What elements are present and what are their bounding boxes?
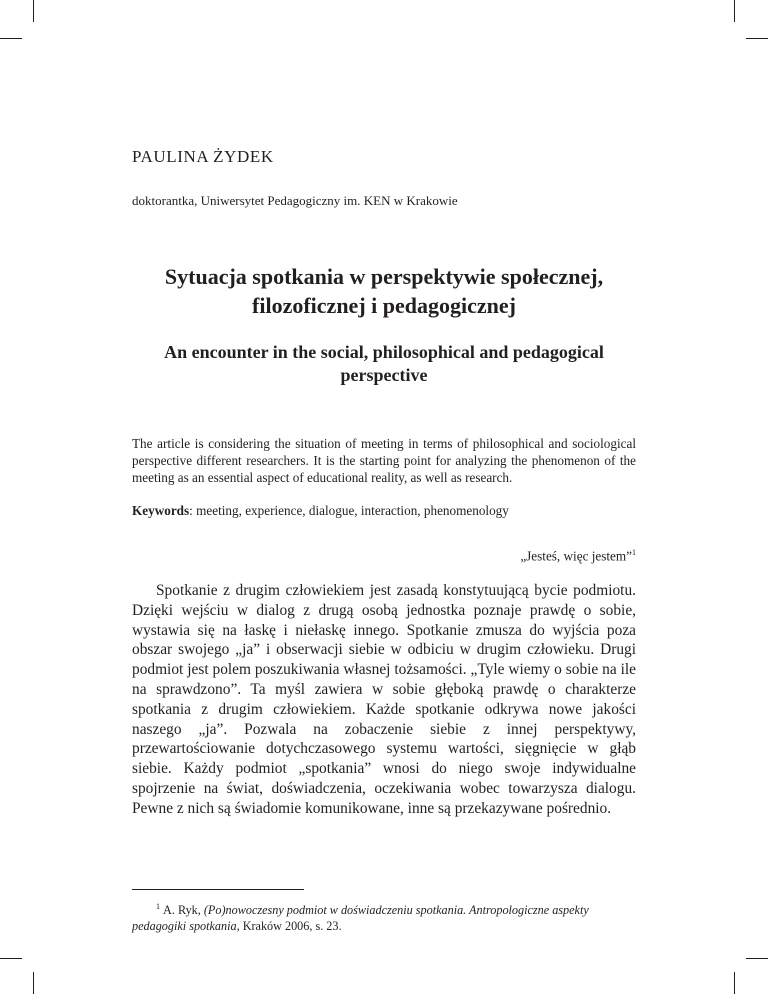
body-paragraph: Spotkanie z drugim człowiekiem jest zasadą konstytuującą bycie podmiotu. Dzięki wejściu w dialog z drugą osobą jednostka poznaje prawdę o sobie, wystawia się na łaskę i niełaskę innego. Spotkanie zmusza do wyjścia poza obszar swojego „ja” i obserwacji siebie w odbiciu w drugim człowieku. Drugi podmiot jest polem poszukiwania własnej tożsamości. „Tyle wiemy o sobie na ile na sprawdzono”. Ta myśl zawiera w sobie głęboką prawdę o charakterze spotkania z drugim człowiekiem. Każde spotkanie odkrywa nowe jakości naszego „ja”. Pozwala na zobaczenie siebie z innej perspektywy, przewartościowanie dotychczasowego systemu wartości, sięgnięcie w głąb siebie. Każdy podmiot „spotkania” wnosi do niego swoje indywidualne spojrzenie na świat, doświadczenia, oczekiwania wobec towarzysza dialogu. Pewne z nich są świadomie komunikowane, inne są przekazywane pośrednio. [132,582,636,817]
crop-mark [33,0,34,22]
keywords-label: Keywords [132,503,190,518]
footnote-divider [132,889,304,890]
footnote [132,899,636,934]
abstract: The article is considering the situation of meeting in terms of philosophical and sociological perspective different researchers. It is the starting point for analyzing the phenomenon of the meeting as an essential aspect of educational reality, as well as research. [132,436,636,485]
article-title-english: An encounter in the social, philosophical and pedagogical perspective [164,342,604,385]
keywords-separator: : [189,503,197,518]
footnote-number: 1 [156,902,160,911]
keywords [132,503,636,519]
footnote-ref: 1 [632,548,636,557]
author-name: PAULINA ŻYDEK [132,147,274,166]
keywords-list: meeting, experience, dialogue, interaction, phenomenology [196,503,509,518]
crop-mark [746,38,768,39]
author-affiliation: doktorantka, Uniwersytet Pedagogiczny im. KEN w Krakowie [132,193,458,208]
footnote-author: A. Ryk, [163,903,204,918]
crop-mark [734,0,735,22]
crop-mark [734,972,735,994]
motto-text: „Jesteś, więc jestem” [520,548,632,564]
footnote-details: , Kraków 2006, s. 23. [236,919,342,934]
footnote-title: (Po)nowoczesny podmiot w doświadczeniu spotkania. Antropologiczne aspekty pedagogiki spotkania [132,903,589,934]
crop-mark [0,958,22,959]
crop-mark [0,38,22,39]
crop-mark [33,972,34,994]
crop-mark [746,958,768,959]
article-title-polish: Sytuacja spotkania w perspektywie społecznej, filozoficznej i pedagogicznej [164,264,604,318]
motto-quote [520,548,636,564]
